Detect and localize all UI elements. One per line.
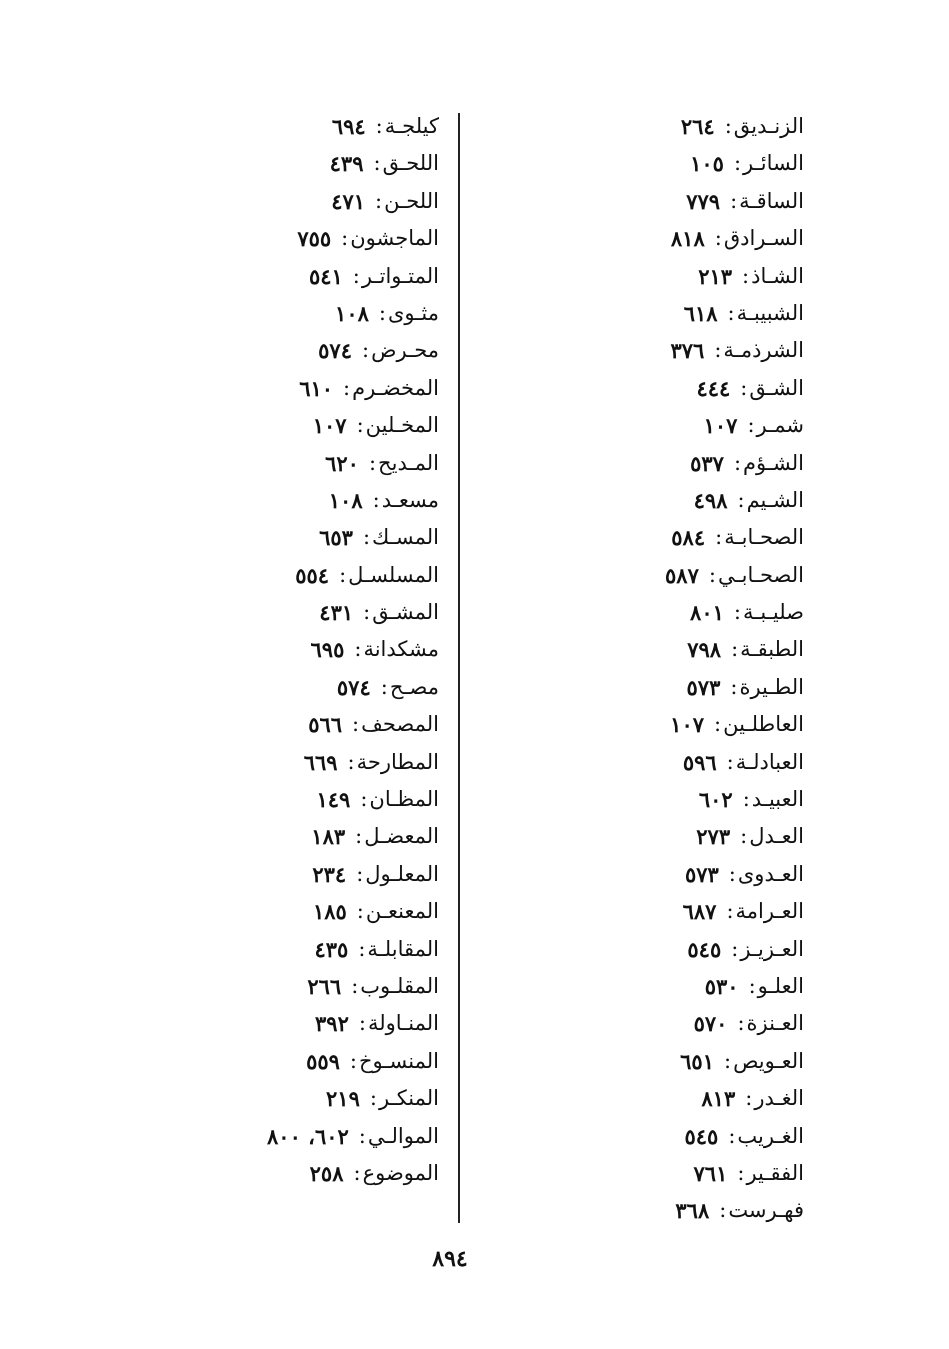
index-term: الشـاذ (751, 263, 804, 288)
separator: : (358, 1123, 366, 1148)
separator: : (358, 936, 366, 961)
index-entry (504, 258, 804, 295)
separator: : (747, 413, 755, 438)
separator: : (358, 1011, 366, 1036)
index-term: المشـق (372, 600, 439, 625)
index-term: الساقـة (739, 188, 804, 213)
index-entry (139, 557, 439, 594)
index-entry (504, 519, 804, 556)
page-reference: ١٨٥ (312, 899, 347, 925)
index-term: العبيـد (751, 787, 804, 812)
page-reference: ٥٥٩ (306, 1048, 340, 1074)
index-term: المعضـل (364, 824, 439, 849)
separator: : (360, 787, 368, 812)
index-entry (139, 482, 439, 519)
page-reference: ١٠٨ (335, 300, 369, 326)
index-entry (139, 220, 439, 257)
separator: : (737, 1160, 745, 1185)
separator: : (727, 300, 735, 325)
index-entry (504, 631, 804, 668)
index-term: العاطلـين (723, 712, 804, 737)
page-reference: ٦٨٧ (682, 899, 717, 925)
page-reference: ٤٤٤ (696, 375, 731, 401)
index-term: الشرذمـة (723, 338, 804, 363)
index-entry (504, 1005, 804, 1042)
index-term: كيلجـة (384, 114, 439, 138)
index-term: السـرادق (723, 226, 804, 251)
index-entry (139, 781, 439, 818)
page-reference: ٥٧٣ (684, 861, 719, 887)
index-term: الزنـديق (733, 114, 804, 138)
separator: : (731, 637, 739, 662)
index-term: مصـح (389, 674, 439, 699)
index-entry (504, 108, 804, 145)
index-entry (504, 370, 804, 407)
separator: : (349, 1048, 357, 1073)
separator: : (726, 749, 734, 774)
separator: : (731, 936, 739, 961)
index-term: المنـاولة (367, 1011, 439, 1036)
index-entry (139, 1005, 439, 1042)
page-reference: ٥٧٤ (318, 338, 352, 364)
index-entry (139, 706, 439, 743)
index-term: اللحـن (384, 188, 439, 213)
page-reference: ٦٢٠ (325, 450, 359, 476)
index-entry (139, 631, 439, 668)
index-term: العـدوى (737, 861, 804, 886)
index-entry (504, 445, 804, 482)
page-reference: ٢٦٤ (680, 114, 715, 139)
separator: : (730, 674, 738, 699)
separator: : (354, 637, 362, 662)
index-term: المعنعـن (365, 899, 439, 924)
index-entry (139, 669, 439, 706)
index-term: المخضـرم (352, 375, 439, 400)
separator: : (742, 787, 750, 812)
separator: : (708, 562, 716, 587)
page-reference: ٦٩٥ (310, 637, 345, 663)
index-entry (504, 818, 804, 855)
index-entry (504, 482, 804, 519)
page-reference: ١٠٧ (703, 413, 738, 439)
separator: : (714, 226, 722, 251)
index-entry (504, 1192, 804, 1229)
separator: : (745, 1086, 753, 1111)
page-reference: ٦٥١ (680, 1048, 714, 1074)
separator: : (363, 600, 371, 625)
index-term: المقابلـة (367, 936, 439, 961)
index-entry (504, 1118, 804, 1155)
page-reference: ٥٧٤ (336, 674, 371, 700)
index-entry (504, 968, 804, 1005)
index-term: الشـؤم (743, 450, 804, 475)
separator: : (355, 824, 363, 849)
index-entry (504, 1155, 804, 1192)
index-term: الصحـابـة (724, 525, 804, 550)
page-reference: ٤٣٩ (329, 151, 364, 177)
index-entry (504, 706, 804, 743)
page-reference: ٧٦١ (693, 1160, 728, 1186)
index-term: مثـوى (387, 300, 439, 325)
index-term: المـديح (378, 450, 439, 475)
page-reference: ٥٦٦ (308, 712, 343, 738)
index-term: مسعـد (381, 487, 439, 512)
page-reference: ٤٣١ (319, 600, 354, 626)
page-reference: ٦٦٩ (303, 749, 338, 775)
index-term: العـزيـز (740, 936, 804, 961)
index-entry (139, 968, 439, 1005)
index-entry (504, 744, 804, 781)
page-reference: ٥٣٧ (690, 450, 724, 476)
index-entry (139, 332, 439, 369)
separator: : (361, 338, 370, 363)
separator: : (737, 487, 745, 512)
index-entry (139, 594, 439, 631)
page-reference: ٦٠٢، ٨٠٠ (267, 1123, 349, 1149)
index-term: المنكـر (378, 1086, 439, 1111)
separator: : (362, 525, 371, 550)
index-entry (139, 893, 439, 930)
index-entry (504, 183, 804, 220)
page-reference: ٥٤١ (308, 263, 343, 289)
separator: : (356, 899, 364, 924)
index-term: الطبقـة (740, 637, 804, 662)
separator: : (733, 600, 741, 625)
index-term: السائـر (743, 151, 804, 176)
page-reference: ٧٧٩ (686, 188, 721, 214)
index-entry (504, 669, 804, 706)
index-term: العـنزة (746, 1011, 804, 1036)
index-entry (139, 183, 439, 220)
page-reference: ٥٤٥ (687, 936, 722, 962)
page-reference: ٥٧٣ (686, 674, 721, 700)
page-reference: ٥٨٤ (671, 525, 706, 551)
index-term: المقلـوب (360, 973, 439, 998)
index-entry (504, 781, 804, 818)
index-term: الطـيرة (739, 674, 804, 699)
separator: : (733, 450, 742, 475)
index-entry (504, 893, 804, 930)
page-reference: ٤٧١ (331, 188, 366, 214)
index-term: المخـلين (365, 413, 439, 438)
index-entry (504, 1080, 804, 1117)
page-reference: ٢٦٦ (307, 973, 342, 999)
separator: : (368, 450, 377, 475)
index-entry (504, 220, 804, 257)
index-entry (504, 1043, 804, 1080)
index-entry (139, 818, 439, 855)
separator: : (740, 824, 748, 849)
page-reference: ٨١٨ (670, 226, 705, 252)
index-term: المعلـول (365, 861, 439, 886)
index-entry (504, 407, 804, 444)
separator: : (726, 899, 734, 924)
separator: : (352, 712, 360, 737)
separator: : (356, 413, 364, 438)
index-entry (139, 407, 439, 444)
separator: : (347, 749, 355, 774)
index-term: شمـر (756, 413, 804, 438)
page-number: ٨٩٤ (432, 1246, 468, 1272)
index-entry (139, 519, 439, 556)
index-term: المنسـوخ (358, 1048, 439, 1073)
page-reference: ٤٩٨ (693, 487, 728, 513)
separator: : (378, 300, 386, 325)
separator: : (380, 674, 388, 699)
index-term: محـرض (371, 338, 439, 363)
index-column-left (139, 108, 439, 1192)
separator: : (737, 1011, 745, 1036)
page-reference: ٢١٩ (326, 1086, 360, 1112)
index-term: المطارحة (356, 749, 439, 774)
index-term: الماجشون (350, 226, 439, 251)
index-entry (139, 370, 439, 407)
page-reference: ١٠٧ (670, 712, 705, 738)
separator: : (742, 263, 750, 288)
index-term: المسلسـل (348, 562, 439, 587)
page-reference: ١٠٨ (328, 487, 363, 513)
separator: : (353, 1160, 361, 1185)
index-term: الصحـابـي (717, 562, 804, 587)
index-entry (504, 295, 804, 332)
separator: : (715, 525, 723, 550)
page-reference: ٧٥٥ (297, 226, 332, 252)
separator: : (719, 1198, 727, 1223)
index-term: فهـرست (728, 1198, 804, 1223)
index-entry (139, 258, 439, 295)
index-term: المسـك (372, 525, 439, 550)
page-reference: ٦٠٢ (698, 787, 733, 813)
index-entry (139, 856, 439, 893)
separator: : (356, 861, 364, 886)
page-reference: ٥٨٧ (665, 562, 699, 588)
page-reference: ٥٤٥ (684, 1123, 719, 1149)
index-entry (504, 332, 804, 369)
page-reference: ١٨٣ (311, 824, 346, 850)
page-reference: ٥٣٠ (704, 973, 739, 999)
page-reference: ٣٩٢ (315, 1011, 349, 1037)
index-entry (139, 1080, 439, 1117)
index-entry (504, 145, 804, 182)
page-reference: ٦٥٣ (319, 525, 353, 551)
column-divider (458, 113, 460, 1223)
index-term: مشكدانة (363, 637, 439, 662)
separator: : (351, 973, 359, 998)
index-term: اللحـق (382, 151, 439, 176)
index-term: الفقـير (746, 1160, 804, 1185)
index-term: الموضوع (362, 1160, 439, 1185)
index-entry (139, 295, 439, 332)
index-term: الشـق (749, 375, 804, 400)
separator: : (372, 487, 380, 512)
separator: : (730, 188, 738, 213)
index-entry (504, 557, 804, 594)
index-term: العبادلـة (735, 749, 804, 774)
separator: : (339, 562, 347, 587)
page-reference: ٨١٣ (701, 1086, 736, 1112)
page-reference: ٢٧٣ (696, 824, 731, 850)
index-term: الغـدر (754, 1086, 804, 1111)
index-entry (504, 856, 804, 893)
page-reference: ١٠٥ (690, 151, 724, 177)
separator: : (748, 973, 756, 998)
separator: : (341, 226, 349, 251)
page-reference: ٥٩٦ (682, 749, 717, 775)
page-reference: ٢٥٨ (309, 1160, 344, 1186)
separator: : (373, 151, 381, 176)
index-term: المصحف (361, 712, 439, 737)
index-term: الموالـي (367, 1123, 439, 1148)
page-reference: ١٤٩ (316, 787, 351, 813)
separator: : (352, 263, 360, 288)
index-term: الشـيم (746, 487, 804, 512)
page-reference: ٥٥٤ (295, 562, 330, 588)
separator: : (714, 712, 722, 737)
index-term: الشبيبـة (736, 300, 804, 325)
page-reference: ٤٣٥ (314, 936, 349, 962)
index-entry (139, 931, 439, 968)
page-reference: ٨٠١ (690, 600, 724, 626)
index-entry (139, 145, 439, 182)
index-entry (139, 1043, 439, 1080)
page-reference: ٧٩٨ (687, 637, 722, 663)
index-entry (139, 1118, 439, 1155)
index-term: المظـان (369, 787, 439, 812)
page-reference: ٢١٣ (698, 263, 733, 289)
index-term: المتـواتـر (361, 263, 439, 288)
separator: : (728, 861, 736, 886)
index-term: العلـو (757, 973, 804, 998)
separator: : (723, 1048, 732, 1073)
index-entry (504, 931, 804, 968)
separator: : (728, 1123, 736, 1148)
separator: : (733, 151, 742, 176)
index-term: العـرامة (735, 899, 804, 924)
separator: : (740, 375, 748, 400)
page-reference: ٣٧٦ (670, 338, 705, 364)
index-term: العـدل (749, 824, 804, 849)
separator: : (375, 114, 383, 138)
index-column-right (504, 108, 804, 1230)
separator: : (724, 114, 732, 138)
separator: : (343, 375, 351, 400)
index-entry (139, 108, 439, 145)
index-entry (139, 1155, 439, 1192)
index-term: صليـبـة (742, 600, 804, 625)
separator: : (369, 1086, 377, 1111)
page-reference: ١٠٧ (312, 413, 347, 439)
index-entry (139, 744, 439, 781)
page-reference: ٥٧٠ (693, 1011, 728, 1037)
page-reference: ٦١٨ (683, 300, 718, 326)
separator: : (714, 338, 722, 363)
page-reference: ٦١٠ (299, 375, 334, 401)
index-term: الغـريب (737, 1123, 804, 1148)
page-reference: ٦٩٤ (331, 114, 366, 139)
separator: : (375, 188, 383, 213)
page-reference: ٣٦٨ (675, 1198, 710, 1224)
index-term: العـويص (733, 1048, 804, 1073)
index-entry (139, 445, 439, 482)
index-entry (504, 594, 804, 631)
page-reference: ٢٣٤ (312, 861, 347, 887)
